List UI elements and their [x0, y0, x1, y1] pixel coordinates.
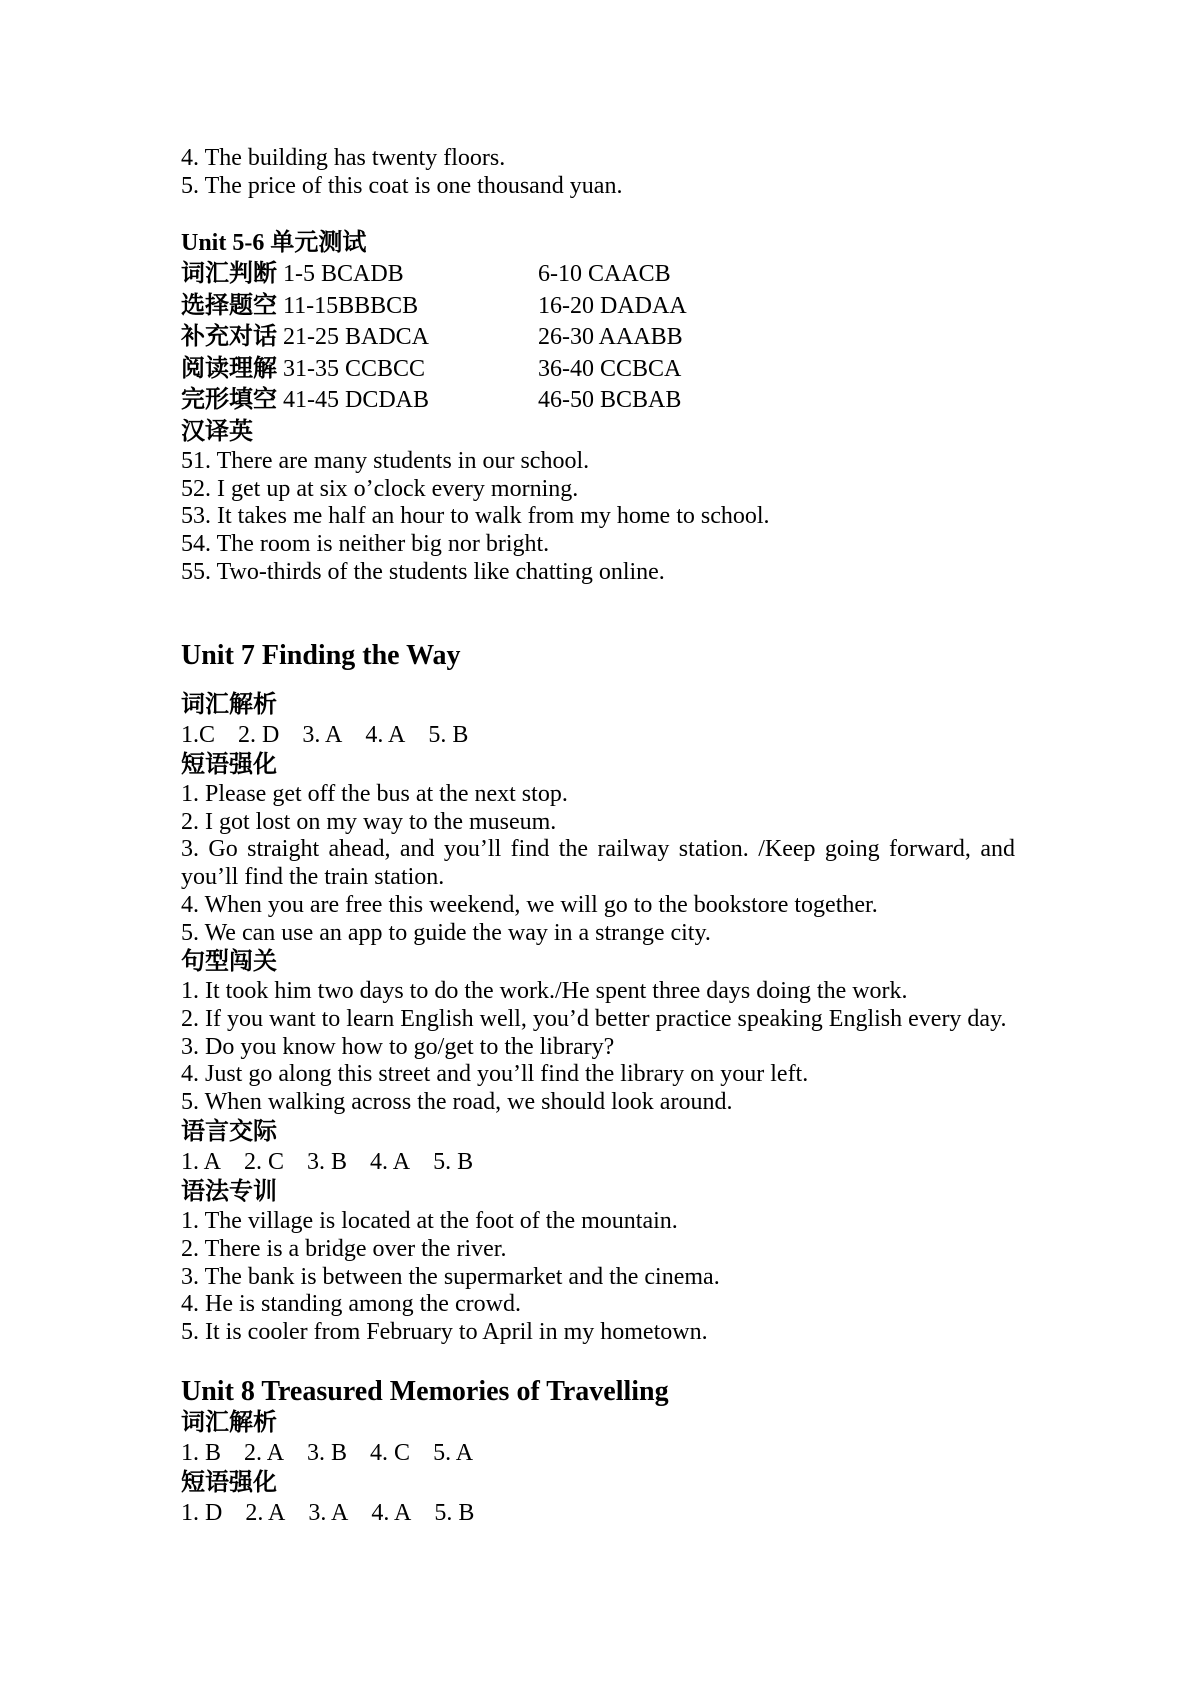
translation-line: 53. It takes me half an hour to walk from my home to school.: [181, 503, 770, 530]
grammar-line: 2. There is a bridge over the river.: [181, 1235, 507, 1262]
vocabulary-answers: [181, 1439, 1015, 1469]
unit-7-title: Unit 7 Finding the Way: [181, 639, 461, 671]
answer-key-content: [181, 145, 1015, 1529]
vocabulary-answers: [181, 721, 1015, 751]
answer-row: [181, 385, 1015, 417]
answer-item: 1. D: [181, 1500, 223, 1527]
answer-item: 5. B: [433, 1148, 474, 1175]
answer-item: 2. D: [238, 721, 280, 748]
answer-row-second-range: 6-10 CAACB: [538, 261, 671, 288]
phrase-line: 2. I got lost on my way to the museum.: [181, 808, 557, 835]
grammar-heading: 语法专训: [181, 1179, 277, 1206]
answer-row-label: 选择题空: [181, 292, 277, 319]
answer-row-first-range: 41-45 DCDAB: [283, 387, 430, 414]
phrases-heading: 短语强化: [181, 1470, 277, 1497]
translation-line: 54. The room is neither big nor bright.: [181, 530, 550, 557]
carryover-answer-line: 4. The building has twenty floors.: [181, 145, 506, 171]
answer-row-label: 完形填空: [181, 387, 277, 414]
answer-item: 4. A: [370, 1148, 411, 1175]
sentence-patterns-heading: 句型闯关: [181, 949, 277, 976]
phrases-answers: [181, 1499, 1015, 1529]
communication-answers: [181, 1148, 1015, 1178]
answer-row-first-range: 11-15BBBCB: [283, 292, 419, 319]
unit-5-6-test-section: [181, 228, 1015, 586]
translation-line: 55. Two-thirds of the students like chatting online.: [181, 558, 665, 585]
grammar-line: 4. He is standing among the crowd.: [181, 1291, 521, 1318]
unit-8-section: [181, 1376, 1015, 1529]
answer-item: 5. A: [433, 1439, 474, 1466]
answer-row: [181, 354, 1015, 386]
communication-heading: 语言交际: [181, 1118, 277, 1145]
unit-8-title: Unit 8 Treasured Memories of Travelling: [181, 1375, 669, 1407]
answer-row-first-range: 31-35 CCBCC: [283, 355, 426, 382]
answer-item: 1. A: [181, 1148, 222, 1175]
carryover-answer-line: 5. The price of this coat is one thousand yuan.: [181, 172, 623, 199]
sentence-line: 4. Just go along this street and you’ll find the library on your left.: [181, 1061, 809, 1088]
answer-item: 5. B: [434, 1500, 475, 1527]
answer-row-second-range: 36-40 CCBCA: [538, 355, 682, 382]
answer-row-second-range: 26-30 AAABB: [538, 324, 683, 351]
phrase-line: 3. Go straight ahead, and you’ll find the railway station. /Keep going forward, and you’ll find the train station.: [181, 836, 1015, 891]
answer-row-second-range: 16-20 DADAA: [538, 292, 687, 319]
answer-item: 2. C: [244, 1148, 285, 1175]
answer-row-label: 阅读理解: [181, 355, 277, 382]
phrase-line: 4. When you are free this weekend, we will go to the bookstore together.: [181, 891, 878, 918]
translation-line: 52. I get up at six o’clock every morning.: [181, 475, 579, 502]
answer-item: 2. A: [244, 1439, 285, 1466]
answer-item: 4. A: [371, 1500, 412, 1527]
sentence-line: 3. Do you know how to go/get to the library?: [181, 1033, 615, 1060]
phrase-line: 1. Please get off the bus at the next stop.: [181, 781, 568, 808]
answer-row: [181, 259, 1015, 291]
answer-item: 3. B: [307, 1439, 348, 1466]
translation-line: 51. There are many students in our school.: [181, 447, 590, 474]
answer-row-label: 词汇判断: [181, 261, 277, 288]
grammar-line: 1. The village is located at the foot of the mountain.: [181, 1208, 678, 1235]
grammar-line: 5. It is cooler from February to April in my hometown.: [181, 1318, 708, 1345]
answer-row: [181, 291, 1015, 323]
answer-item: 4. A: [365, 721, 406, 748]
answer-row-second-range: 46-50 BCBAB: [538, 387, 682, 414]
answer-item: 1. B: [181, 1439, 222, 1466]
unit-7-section: [181, 640, 1015, 1347]
answer-item: 3. B: [307, 1148, 348, 1175]
phrases-heading: 短语强化: [181, 752, 277, 779]
answer-item: 4. C: [370, 1439, 411, 1466]
answer-row-first-range: 21-25 BADCA: [283, 324, 430, 351]
answer-row: [181, 322, 1015, 354]
answer-item: 5. B: [428, 721, 469, 748]
answer-item: 1.C: [181, 721, 216, 748]
sentence-line: 2. If you want to learn English well, you’d better practice speaking English every day.: [181, 1005, 1007, 1032]
grammar-line: 3. The bank is between the supermarket and the cinema.: [181, 1263, 720, 1290]
answer-item: 3. A: [302, 721, 343, 748]
vocabulary-heading: 词汇解析: [181, 1409, 277, 1436]
sentence-line: 1. It took him two days to do the work./He spent three days doing the work.: [181, 978, 908, 1005]
vocabulary-heading: 词汇解析: [181, 691, 277, 718]
answer-item: 2. A: [245, 1500, 286, 1527]
sentence-line: 5. When walking across the road, we should look around.: [181, 1089, 733, 1115]
unit-5-6-title: Unit 5-6 单元测试: [181, 230, 367, 257]
translation-heading: 汉译英: [181, 418, 253, 445]
phrase-line: 5. We can use an app to guide the way in a strange city.: [181, 919, 711, 946]
answer-row-first-range: 1-5 BCADB: [283, 261, 404, 288]
answer-row-label: 补充对话: [181, 324, 277, 351]
answer-item: 3. A: [308, 1500, 349, 1527]
